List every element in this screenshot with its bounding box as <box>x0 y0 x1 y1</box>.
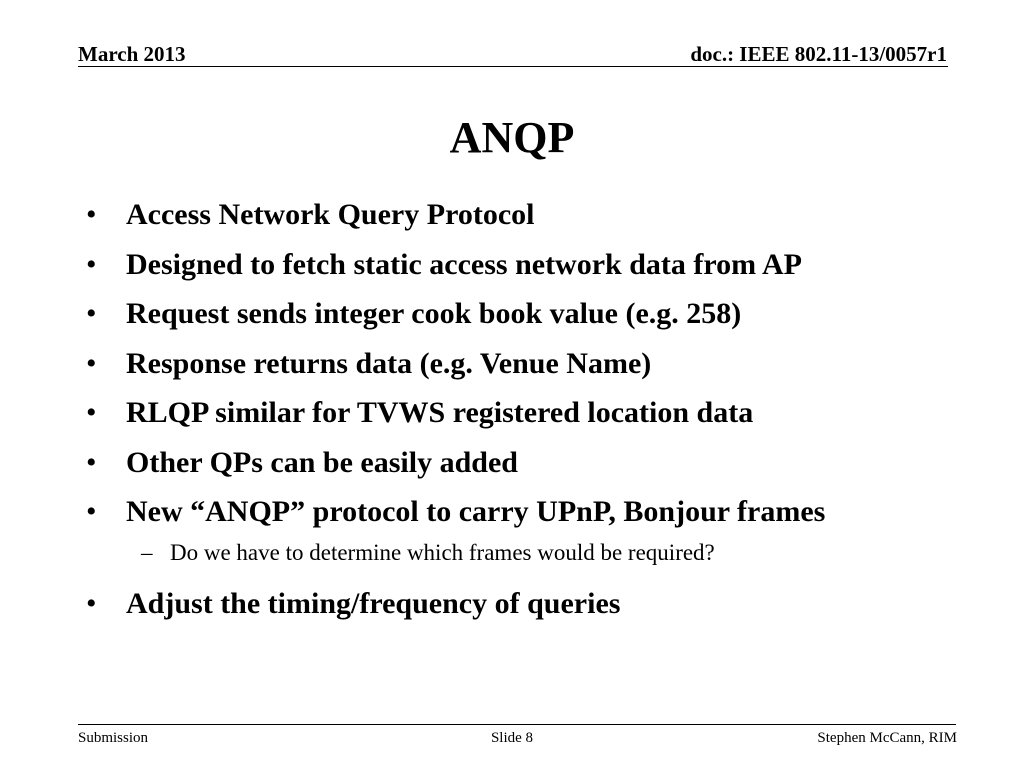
slide-title: ANQP <box>449 113 575 162</box>
sub-bullet-item <box>0 539 1024 581</box>
bullet-marker: • <box>86 346 97 380</box>
bullet-item <box>0 390 1024 440</box>
bullet-text: Access Network Query Protocol <box>126 198 535 231</box>
bullet-marker: • <box>86 198 97 231</box>
bullet-text: Request sends integer cook book value (e.g. 258) <box>126 297 742 330</box>
footer-divider <box>78 724 956 725</box>
bullet-marker: • <box>86 247 97 281</box>
bullet-item <box>0 192 1024 242</box>
bullet-text: RLQP similar for TVWS registered location data <box>126 396 754 429</box>
bullet-marker: • <box>86 586 97 620</box>
footer-author: Stephen McCann, RIM <box>817 730 957 746</box>
footer-submission: Submission <box>78 730 149 746</box>
bullet-marker: • <box>86 297 97 330</box>
bullet-marker: • <box>86 396 97 429</box>
header-date: March 2013 <box>78 42 186 66</box>
footer-slide-number: Slide 8 <box>490 730 534 746</box>
bullet-item <box>0 341 1024 391</box>
header-doc-id: doc.: IEEE 802.11-13/0057r1 <box>690 42 947 66</box>
header-divider <box>78 66 948 67</box>
bullet-list <box>0 192 1024 630</box>
bullet-marker: • <box>86 445 97 479</box>
bullet-text: Response returns data (e.g. Venue Name) <box>126 346 652 380</box>
bullet-text: Designed to fetch static access network data from AP <box>126 247 802 281</box>
sub-bullet-text: Do we have to determine which frames would be required? <box>170 539 715 565</box>
bullet-item <box>0 489 1024 539</box>
bullet-text: New “ANQP” protocol to carry UPnP, Bonjour frames <box>126 495 826 528</box>
bullet-marker: • <box>86 495 97 528</box>
bullet-item <box>0 581 1024 631</box>
bullet-item <box>0 440 1024 490</box>
bullet-item <box>0 242 1024 292</box>
sub-bullet-marker: – <box>141 539 153 565</box>
bullet-item <box>0 291 1024 341</box>
bullet-text: Other QPs can be easily added <box>126 445 518 479</box>
bullet-text: Adjust the timing/frequency of queries <box>126 586 621 620</box>
